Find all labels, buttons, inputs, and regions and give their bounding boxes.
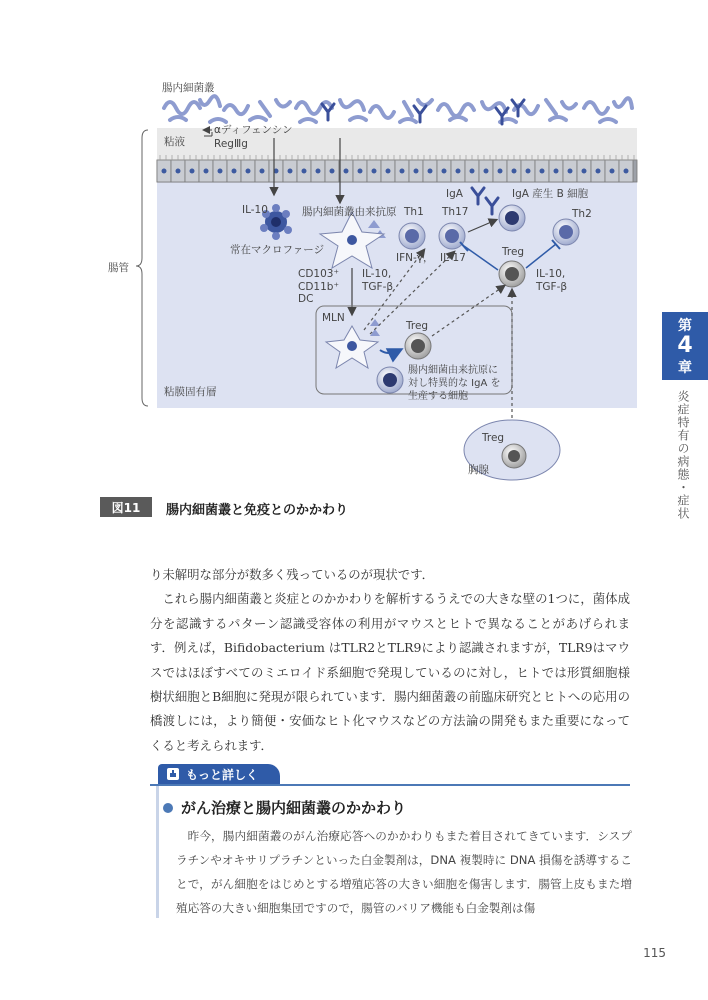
chapter-side-title: 炎症特有の病態・症状 [676,390,690,520]
page-number: 115 [643,946,666,960]
iga-producing-cell [377,367,403,393]
label-iga: IgA [446,188,463,200]
chapter-prefix: 第 [678,318,692,334]
chapter-tab [662,312,708,380]
label-il10-tgf-dc: IL-10, TGF-β [362,268,394,293]
box-paragraph: 昨今，腸内細菌叢のがん治療応答へのかかわりもまた着目されてきています．シスプラチンやオキサリプラチンといった白金製剤は，DNA 複製時に DNA 損傷を誘導することで，がん細胞をはじめとする増殖応答の大きい細胞を傷害します．腸管上皮もまた増殖応答の大きい細胞集団ですので，腸管のバリア機能も白金製剤は傷 [176,829,632,915]
label-th2: Th2 [572,208,592,220]
label-th1: Th1 [404,206,424,218]
th2-cell [553,219,579,245]
body-text [150,563,630,758]
epithelium [157,160,637,182]
treg-lamina [499,261,525,287]
th1-cell [399,223,425,249]
box-title [163,797,406,818]
label-il10: IL-10 [242,204,268,216]
label-microbiota: 腸内細菌叢 [162,82,215,94]
paragraph-main: これら腸内細菌叢と炎症とのかかわりを解析するうえでの大きな壁の1つに，菌体成分を認識するパターン認識受容体の利用がマウスとヒトで異なることがあげられます．例えば，Bifidobacterium はTLR2とTLR9により認識されますが，TLR9はマウスではほぼすべてのミエロイド系細胞で発現しているのに対し，ヒトでは形質細胞様樹状細胞とB細胞に発現が限られています．腸内細菌叢の前臨床研究とヒトへの応用の橋渡しには，より簡便・安価なヒト化マウスなどの方法論の開発もまた重要になってくると考えられます． [150,591,630,753]
label-reg3g: RegⅢg [214,138,248,150]
label-mln: MLN [322,312,345,324]
label-resident-macrophage: 常在マクロファージ [230,244,325,256]
box-side-rule [156,786,159,918]
label-treg-lp: Treg [502,246,525,258]
more-detail-header [150,764,630,786]
iga-b-cell [499,205,525,231]
th17-cell [439,223,465,249]
chapter-number: 4 [677,333,693,358]
treg-thymus [502,444,526,468]
label-treg-mln: Treg [406,320,429,332]
figure-gut-immunity [100,78,640,488]
label-treg-thymus: Treg [482,432,505,444]
label-iga-specific: 腸内細菌由来抗原に 対し特異的な IgA を 生産する細胞 [408,365,501,402]
bullet-icon [163,803,173,813]
label-il17: IL-17 [440,252,466,264]
label-il10-tgf-treg: IL-10, TGF-β [536,268,568,293]
figure-title: 腸内細菌叢と免疫とのかかわり [166,503,349,518]
label-gut-antigen: 腸内細菌叢由来抗原 [302,206,397,218]
figure-number: 図11 [100,497,152,517]
label-th17: Th17 [442,206,469,218]
box-body [176,824,632,920]
label-alpha-defensin: αディフェンシン [214,124,293,136]
label-gut: 腸管 [108,262,129,274]
chapter-suffix: 章 [678,360,692,376]
pointing-hand-icon [166,767,180,781]
label-lamina-propria: 粘膜固有層 [164,386,217,398]
treg-mln [405,333,431,359]
label-thymus: 胸腺 [468,464,489,476]
label-mucus: 粘液 [164,136,185,148]
figure-caption [100,497,640,519]
box-title-text: がん治療と腸内細菌叢のかかわり [181,799,407,817]
more-detail-label: もっと詳しく [186,767,259,782]
gut-brace [136,130,148,406]
label-ifn-gamma: IFN-γ， [396,252,434,264]
more-detail-tag [158,764,280,784]
label-dc-markers: CD103⁺ CD11b⁺ DC [298,268,340,306]
bacteria [164,96,632,122]
paragraph-continuation: り未解明な部分が数多く残っているのが現状です． [150,567,434,582]
label-iga-b-cell: IgA 産生 B 細胞 [512,188,589,200]
